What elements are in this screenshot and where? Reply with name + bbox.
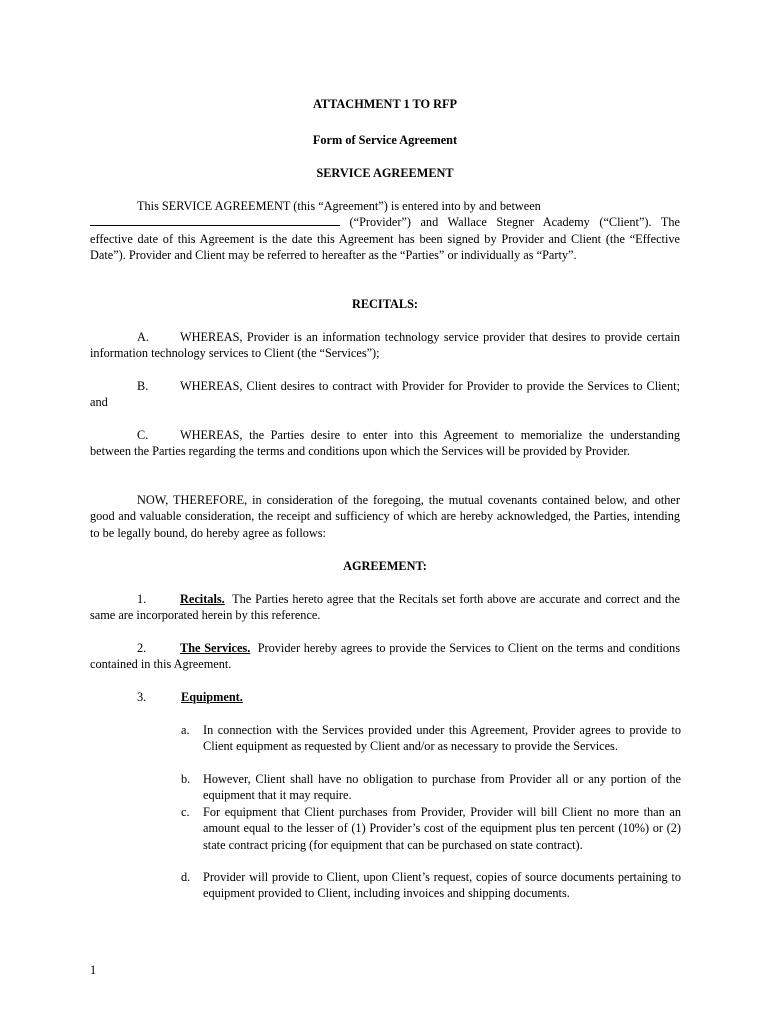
list-item-text: However, Client shall have no obligation to purchase from Provider all or any portion of the equipment that it may require. <box>203 772 681 803</box>
section-1 <box>90 591 684 624</box>
list-item-text: Provider will provide to Client, upon Client’s request, copies of source documents pertaining to equipment provided to Client, including invoices and shipping documents. <box>203 870 681 901</box>
recital-a <box>90 329 680 362</box>
list-item-text: For equipment that Client purchases from Provider, Provider will bill Client no more than an amount equal to the lesser of (1) Provider’s cost of the equipment plus ten percent (10%) or (2) state contract pricing (for equipment that can be purchased on state contract). <box>203 805 681 852</box>
list-marker: c. <box>181 805 190 819</box>
recital-b <box>90 378 680 411</box>
page-number: 1 <box>90 963 97 977</box>
now-therefore-paragraph <box>90 492 680 541</box>
section-1-number: 1. <box>137 592 147 606</box>
list-item-text: In connection with the Services provided under this Agreement, Provider agrees to provide to Client equipment as requested by Client and/or as necessary to provide the Services. <box>203 723 681 754</box>
section-2-text: Provider hereby agrees to provide the Services to Client on the terms and conditions contained in this Agreement. <box>90 641 684 672</box>
recital-a-text: WHEREAS, Provider is an information technology service provider that desires to provide certain information technology services to Client (the “Services”); <box>90 330 680 361</box>
recital-b-label: B. <box>137 379 149 393</box>
list-item <box>181 771 681 804</box>
section-2-title: The Services. <box>180 641 251 655</box>
section-3-title: Equipment. <box>181 690 243 704</box>
now-therefore-text: NOW, THEREFORE, in consideration of the foregoing, the mutual covenants contained below, and other good and valuable consideration, the receipt and sufficiency of which are hereby acknowledged, the Parties, intending to be legally bound, do hereby agree as follows: <box>90 493 680 540</box>
attachment-title: ATTACHMENT 1 TO RFP <box>312 97 458 111</box>
recital-a-label: A. <box>137 330 149 344</box>
section-3-number: 3. <box>137 690 147 704</box>
list-item <box>181 869 681 902</box>
agreement-heading: AGREEMENT: <box>343 559 427 573</box>
section-2 <box>90 640 684 673</box>
list-marker: a. <box>181 723 190 737</box>
recital-c <box>90 427 680 460</box>
recital-b-text: WHEREAS, Client desires to contract with Provider for Provider to provide the Services to Client; and <box>90 379 680 410</box>
list-item <box>181 804 681 853</box>
recitals-heading: RECITALS: <box>351 297 419 311</box>
section-1-text: The Parties hereto agree that the Recitals set forth above are accurate and correct and the same are incorporated herein by this reference. <box>90 592 684 623</box>
list-item <box>181 722 681 755</box>
form-title: Form of Service Agreement <box>312 133 458 147</box>
recital-c-label: C. <box>137 428 149 442</box>
list-marker: d. <box>181 870 191 884</box>
section-2-number: 2. <box>137 641 147 655</box>
intro-rest: (“Provider”) and Wallace Stegner Academy (“Client”). The effective date of this Agreement is the date this Agreement has been signed by Provider and Client (the “Effective Date”). Provider and Client may be referred to hereafter as the “Parties” or individually as “Party”. <box>90 215 680 263</box>
recital-c-text: WHEREAS, the Parties desire to enter into this Agreement to memorialize the understanding between the Parties regarding the terms and conditions upon which the Services will be provided by Provider. <box>90 428 680 459</box>
list-marker: b. <box>181 772 191 786</box>
section-1-title: Recitals. <box>180 592 225 606</box>
intro-line1: This SERVICE AGREEMENT (this “Agreement”) is entered into by and between <box>137 199 541 213</box>
agreement-title: SERVICE AGREEMENT <box>316 166 454 180</box>
provider-name-blank <box>90 214 340 226</box>
intro-paragraph <box>90 198 680 264</box>
